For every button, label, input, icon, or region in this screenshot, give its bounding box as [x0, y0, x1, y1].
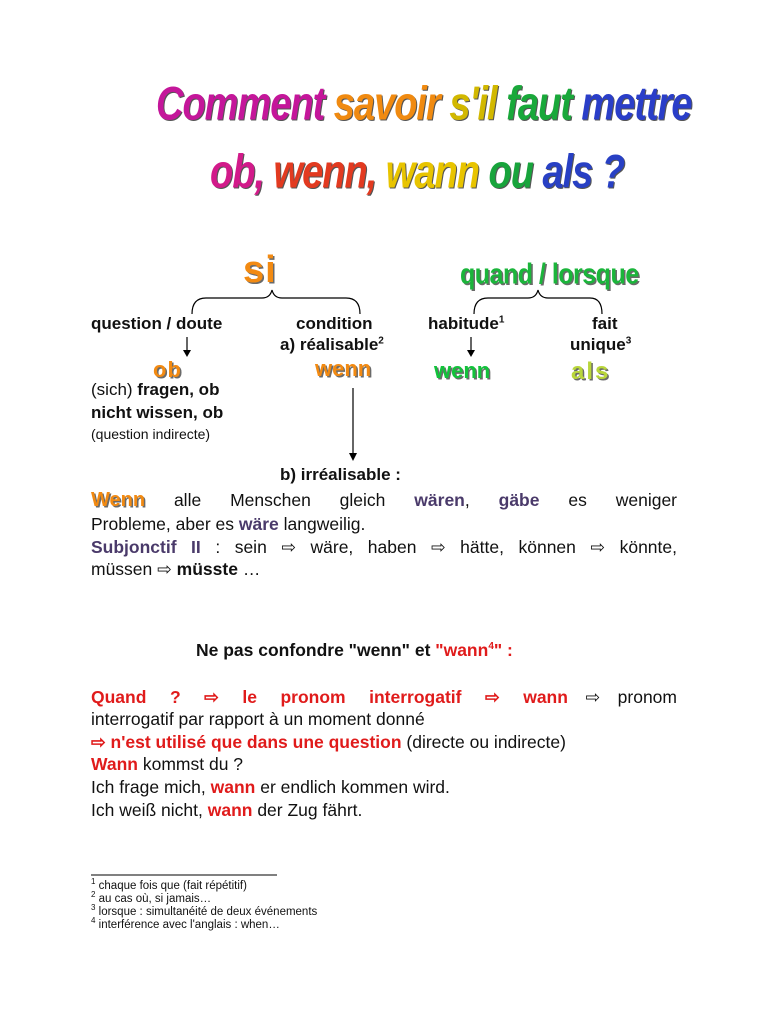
footnote-ref-4: 4 — [488, 641, 494, 653]
subjonctif-line1 — [91, 536, 677, 559]
ob-example-line1 — [91, 379, 219, 402]
wann-line1 — [91, 686, 677, 709]
ob-question-indirecte: (question indirecte) — [91, 426, 211, 442]
title-word: mettre — [581, 78, 692, 131]
title-word: wenn, — [273, 146, 377, 199]
subjonctif-line2 — [91, 558, 260, 581]
arrow-irrealisable-head — [349, 453, 357, 461]
wann-word: wann — [207, 800, 253, 820]
brace-si — [192, 290, 360, 314]
wann-line2: interrogatif par rapport à un moment donné — [91, 709, 425, 729]
realisable-text: a) réalisable — [280, 335, 379, 354]
label-habitude — [428, 314, 504, 334]
irrealisable-example-line2 — [91, 513, 365, 536]
answer-als: als — [571, 358, 611, 385]
header-quand-lorsque: quand / lorsque — [460, 258, 639, 291]
footnote-number: 4 — [91, 916, 96, 926]
footnote-number: 2 — [91, 890, 96, 900]
wann-only-question: ⇨ n'est utilisé que dans une question — [91, 732, 402, 752]
footnote-ref-3: 3 — [625, 335, 632, 347]
title-word: ob, — [210, 146, 264, 199]
irrealisable-example-line1 — [91, 489, 677, 512]
confondre-colon: " : — [493, 640, 513, 660]
footnote-3 — [91, 903, 318, 919]
wann-word: Wann — [91, 754, 138, 774]
irr-text-2: , — [464, 490, 499, 510]
title-word: faut — [506, 78, 572, 131]
answer-wenn-condition: wenn — [315, 356, 372, 381]
footnote-number: 3 — [91, 903, 96, 913]
subjonctif-forms: : sein ⇨ wäre, haben ⇨ hätte, können ⇨ könnte, — [200, 537, 677, 557]
title-word: wann — [385, 146, 479, 199]
irr-text-3: es weniger — [539, 490, 678, 510]
ob-fragen: fragen, ob — [137, 380, 220, 399]
irr-ware: wäre — [238, 514, 279, 534]
title-word: savoir — [333, 78, 440, 131]
label-irrealisable: b) irréalisable : — [280, 465, 401, 484]
irr-gabe: gäbe — [498, 490, 540, 510]
confondre-wann: "wann — [435, 640, 489, 660]
footnote-text: interférence avec l'anglais : when… — [95, 919, 280, 931]
wann-quand-chain: Quand ? ⇨ le pronom interrogatif ⇨ wann — [91, 687, 568, 707]
header-si: si — [243, 249, 277, 291]
footnotes — [91, 877, 318, 932]
wann-example-1 — [91, 753, 243, 776]
subjonctif-label: Subjonctif II — [91, 537, 201, 557]
answer-ob: ob — [153, 357, 182, 382]
wann-line3 — [91, 731, 566, 754]
label-fait: fait — [592, 314, 618, 333]
footnote-number: 1 — [91, 877, 96, 887]
irr-text-1: alle Menschen gleich — [145, 490, 415, 510]
wann-example-2 — [91, 776, 450, 799]
footnote-text: au cas où, si jamais… — [95, 893, 212, 905]
wann-pronom: ⇨ pronom — [567, 687, 677, 707]
footnote-2 — [91, 890, 317, 906]
unique-text: unique — [570, 335, 626, 354]
title-word: als ? — [542, 146, 625, 199]
ob-sich: (sich) — [91, 380, 138, 399]
habitude-text: habitude — [428, 314, 499, 333]
title-word: ou — [488, 146, 533, 199]
footnote-ref-2: 2 — [378, 335, 384, 347]
wann-directe: (directe ou indirecte) — [401, 732, 566, 752]
confondre-heading — [196, 640, 513, 661]
label-realisable — [280, 335, 384, 355]
label-question-doute: question / doute — [91, 314, 223, 333]
subj-musste: müsste — [176, 559, 238, 579]
irr-text-5: langweilig. — [278, 514, 366, 534]
wann-ex2-a: Ich frage mich, — [91, 777, 211, 797]
irrealisable-wenn-wordart: Wenn — [91, 489, 146, 511]
subj-mussen: müssen ⇨ — [91, 559, 177, 579]
label-condition: condition — [296, 314, 373, 333]
arrow-ob-head — [183, 350, 191, 357]
wann-example-3 — [91, 799, 362, 822]
title-word: Comment — [156, 78, 325, 131]
confondre-text: Ne pas confondre "wenn" et — [196, 640, 436, 660]
wann-ex1-text: kommst du ? — [137, 754, 244, 774]
subj-ellipsis: … — [237, 559, 261, 579]
arrow-habitude-head — [467, 350, 475, 357]
ob-example-line2: nicht wissen, ob — [91, 403, 224, 422]
irr-text-4: Probleme, aber es — [91, 514, 239, 534]
footnote-1 — [91, 877, 317, 893]
footnote-text: chaque fois que (fait répétitif) — [95, 880, 247, 892]
footnote-text: lorsque : simultanéité de deux événements — [95, 906, 318, 918]
wann-word: wann — [210, 777, 256, 797]
title-word: s'il — [449, 78, 497, 131]
footnote-ref-1: 1 — [498, 314, 505, 326]
answer-wenn-habitude: wenn — [434, 358, 491, 383]
label-unique — [570, 335, 631, 355]
wann-ex3-a: Ich weiß nicht, — [91, 800, 208, 820]
footnote-4 — [91, 916, 317, 932]
brace-quand — [474, 290, 602, 314]
irr-waren: wären — [414, 490, 465, 510]
wann-ex2-c: er endlich kommen wird. — [255, 777, 450, 797]
wann-ex3-c: der Zug fährt. — [252, 800, 363, 820]
